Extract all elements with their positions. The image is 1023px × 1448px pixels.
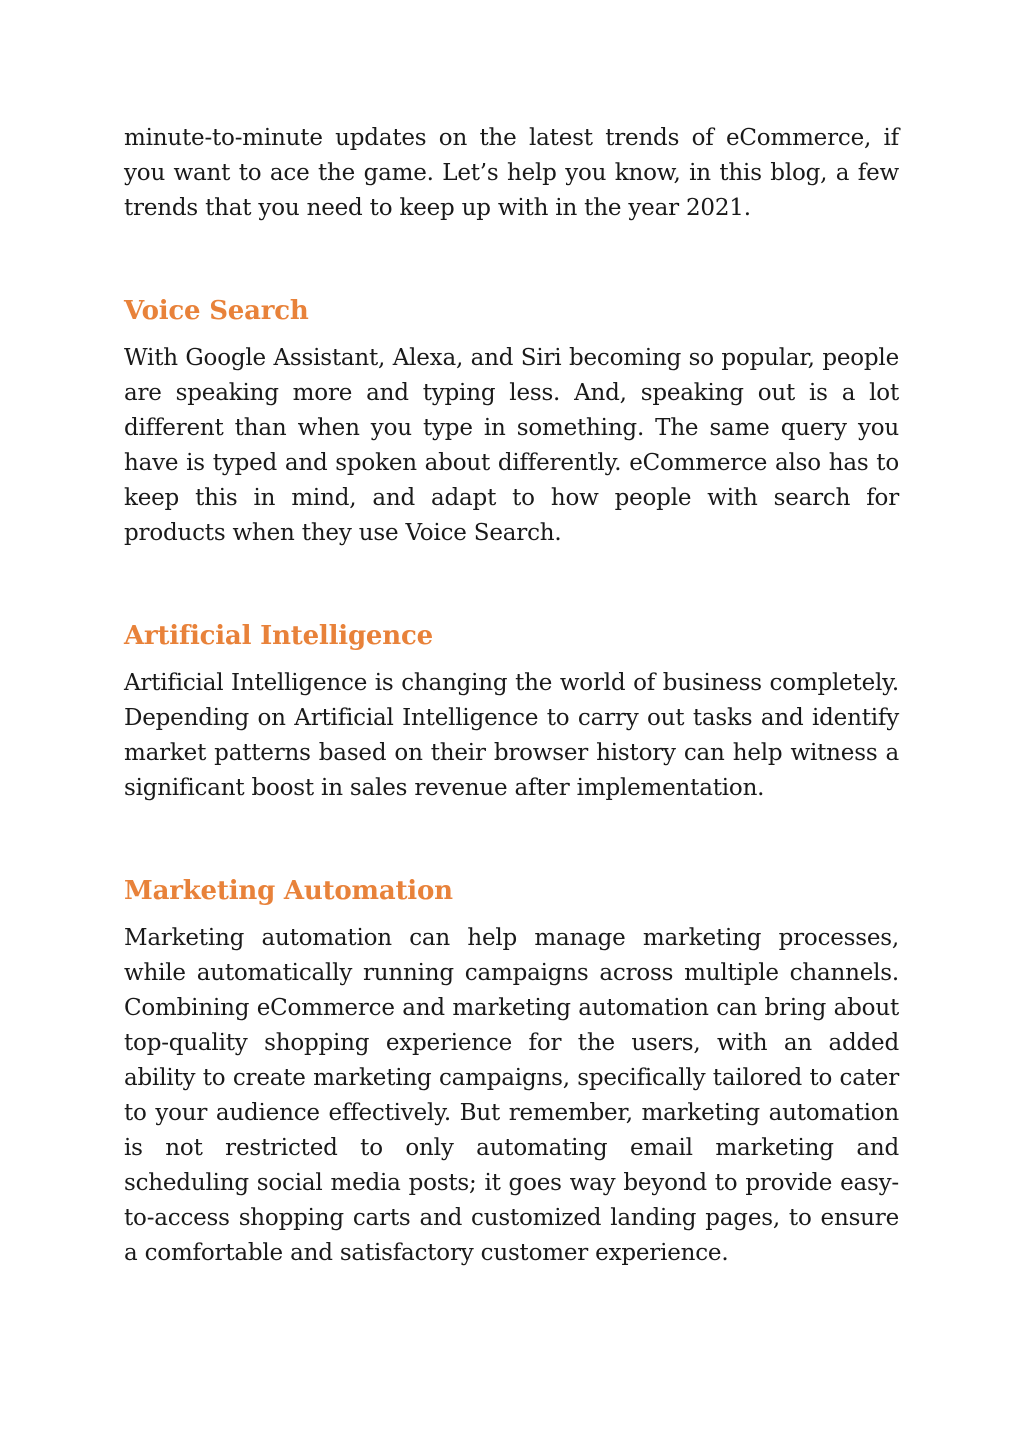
section-heading: Voice Search: [124, 296, 309, 326]
document-page: [124, 121, 899, 1271]
section-heading: Marketing Automation: [124, 876, 453, 906]
section-voice-search: [124, 294, 899, 551]
intro-paragraph: minute-to-minute updates on the latest trends of eCommerce, if you want to ace the game. Let’s help you know, in this blog, a few trends that you need to keep up with in the year 2021.: [124, 125, 899, 221]
section-marketing-automation: [124, 874, 899, 1271]
section-body: Marketing automation can help manage marketing processes, while automatically running campaigns across multiple channels. Combining eCommerce and marketing automation can bring about top-quality shopping experience for the users, with an added ability to create marketing campaigns, specifically tailored to cater to your audience effectively. But remember, marketing automation is not restricted to only automating email marketing and scheduling social media posts; it goes way beyond to provide easy-to-access shopping carts and customized landing pages, to ensure a comfortable and satisfactory customer experience.: [124, 925, 899, 1266]
section-artificial-intelligence: [124, 619, 899, 806]
section-body: With Google Assistant, Alexa, and Siri becoming so popular, people are speaking more and typing less. And, speaking out is a lot different than when you type in something. The same query you have is typed and spoken about differently. eCommerce also has to keep this in mind, and adapt to how people with search for products when they use Voice Search.: [124, 345, 899, 546]
section-body: Artificial Intelligence is changing the world of business completely. Depending on Artificial Intelligence to carry out tasks and identify market patterns based on their browser history can help witness a significant boost in sales revenue after implementation.: [124, 670, 899, 801]
section-heading: Artificial Intelligence: [124, 621, 433, 651]
